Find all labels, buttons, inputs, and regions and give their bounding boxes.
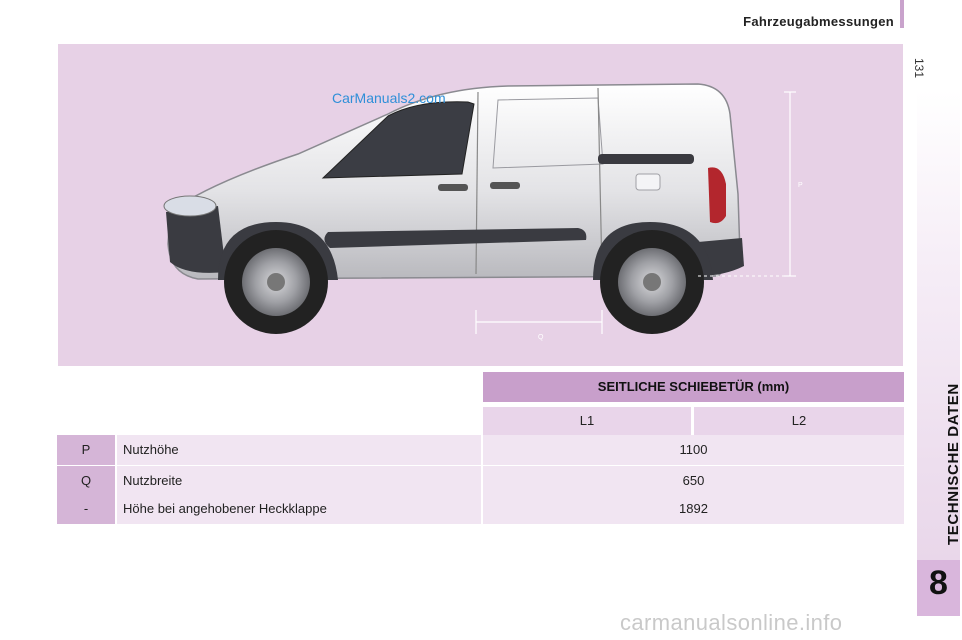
row-code: Q [57,466,115,496]
footer-watermark: carmanualsonline.info [620,610,843,635]
dimension-label-q: Q [538,334,544,341]
van-side-view-drawing [58,44,903,366]
row-label: Nutzhöhe [117,435,481,465]
table-subheader-l2: L2 [694,407,904,435]
table-row [57,494,904,524]
table-row [57,466,904,496]
row-value: 1100 [483,435,904,465]
row-value: 1892 [483,494,904,524]
chapter-title: TECHNISCHE DATEN [945,383,962,545]
row-code: P [57,435,115,465]
header-accent-bar [900,0,904,28]
dimension-label-p: P [798,182,803,189]
chapter-number: 8 [929,564,948,602]
figure-watermark: CarManuals2.com [332,90,446,106]
page-number: 131 [912,58,926,79]
table-header: SEITLICHE SCHIEBETÜR (mm) [483,372,904,402]
row-value: 650 [483,466,904,496]
vehicle-illustration [58,44,903,366]
row-label: Nutzbreite [117,466,481,496]
table-subheader-l1: L1 [483,407,691,435]
table-row [57,435,904,465]
page-title: Fahrzeugabmessungen [743,14,894,29]
row-code: - [57,494,115,524]
row-label: Höhe bei angehobener Heckklappe [117,494,481,524]
